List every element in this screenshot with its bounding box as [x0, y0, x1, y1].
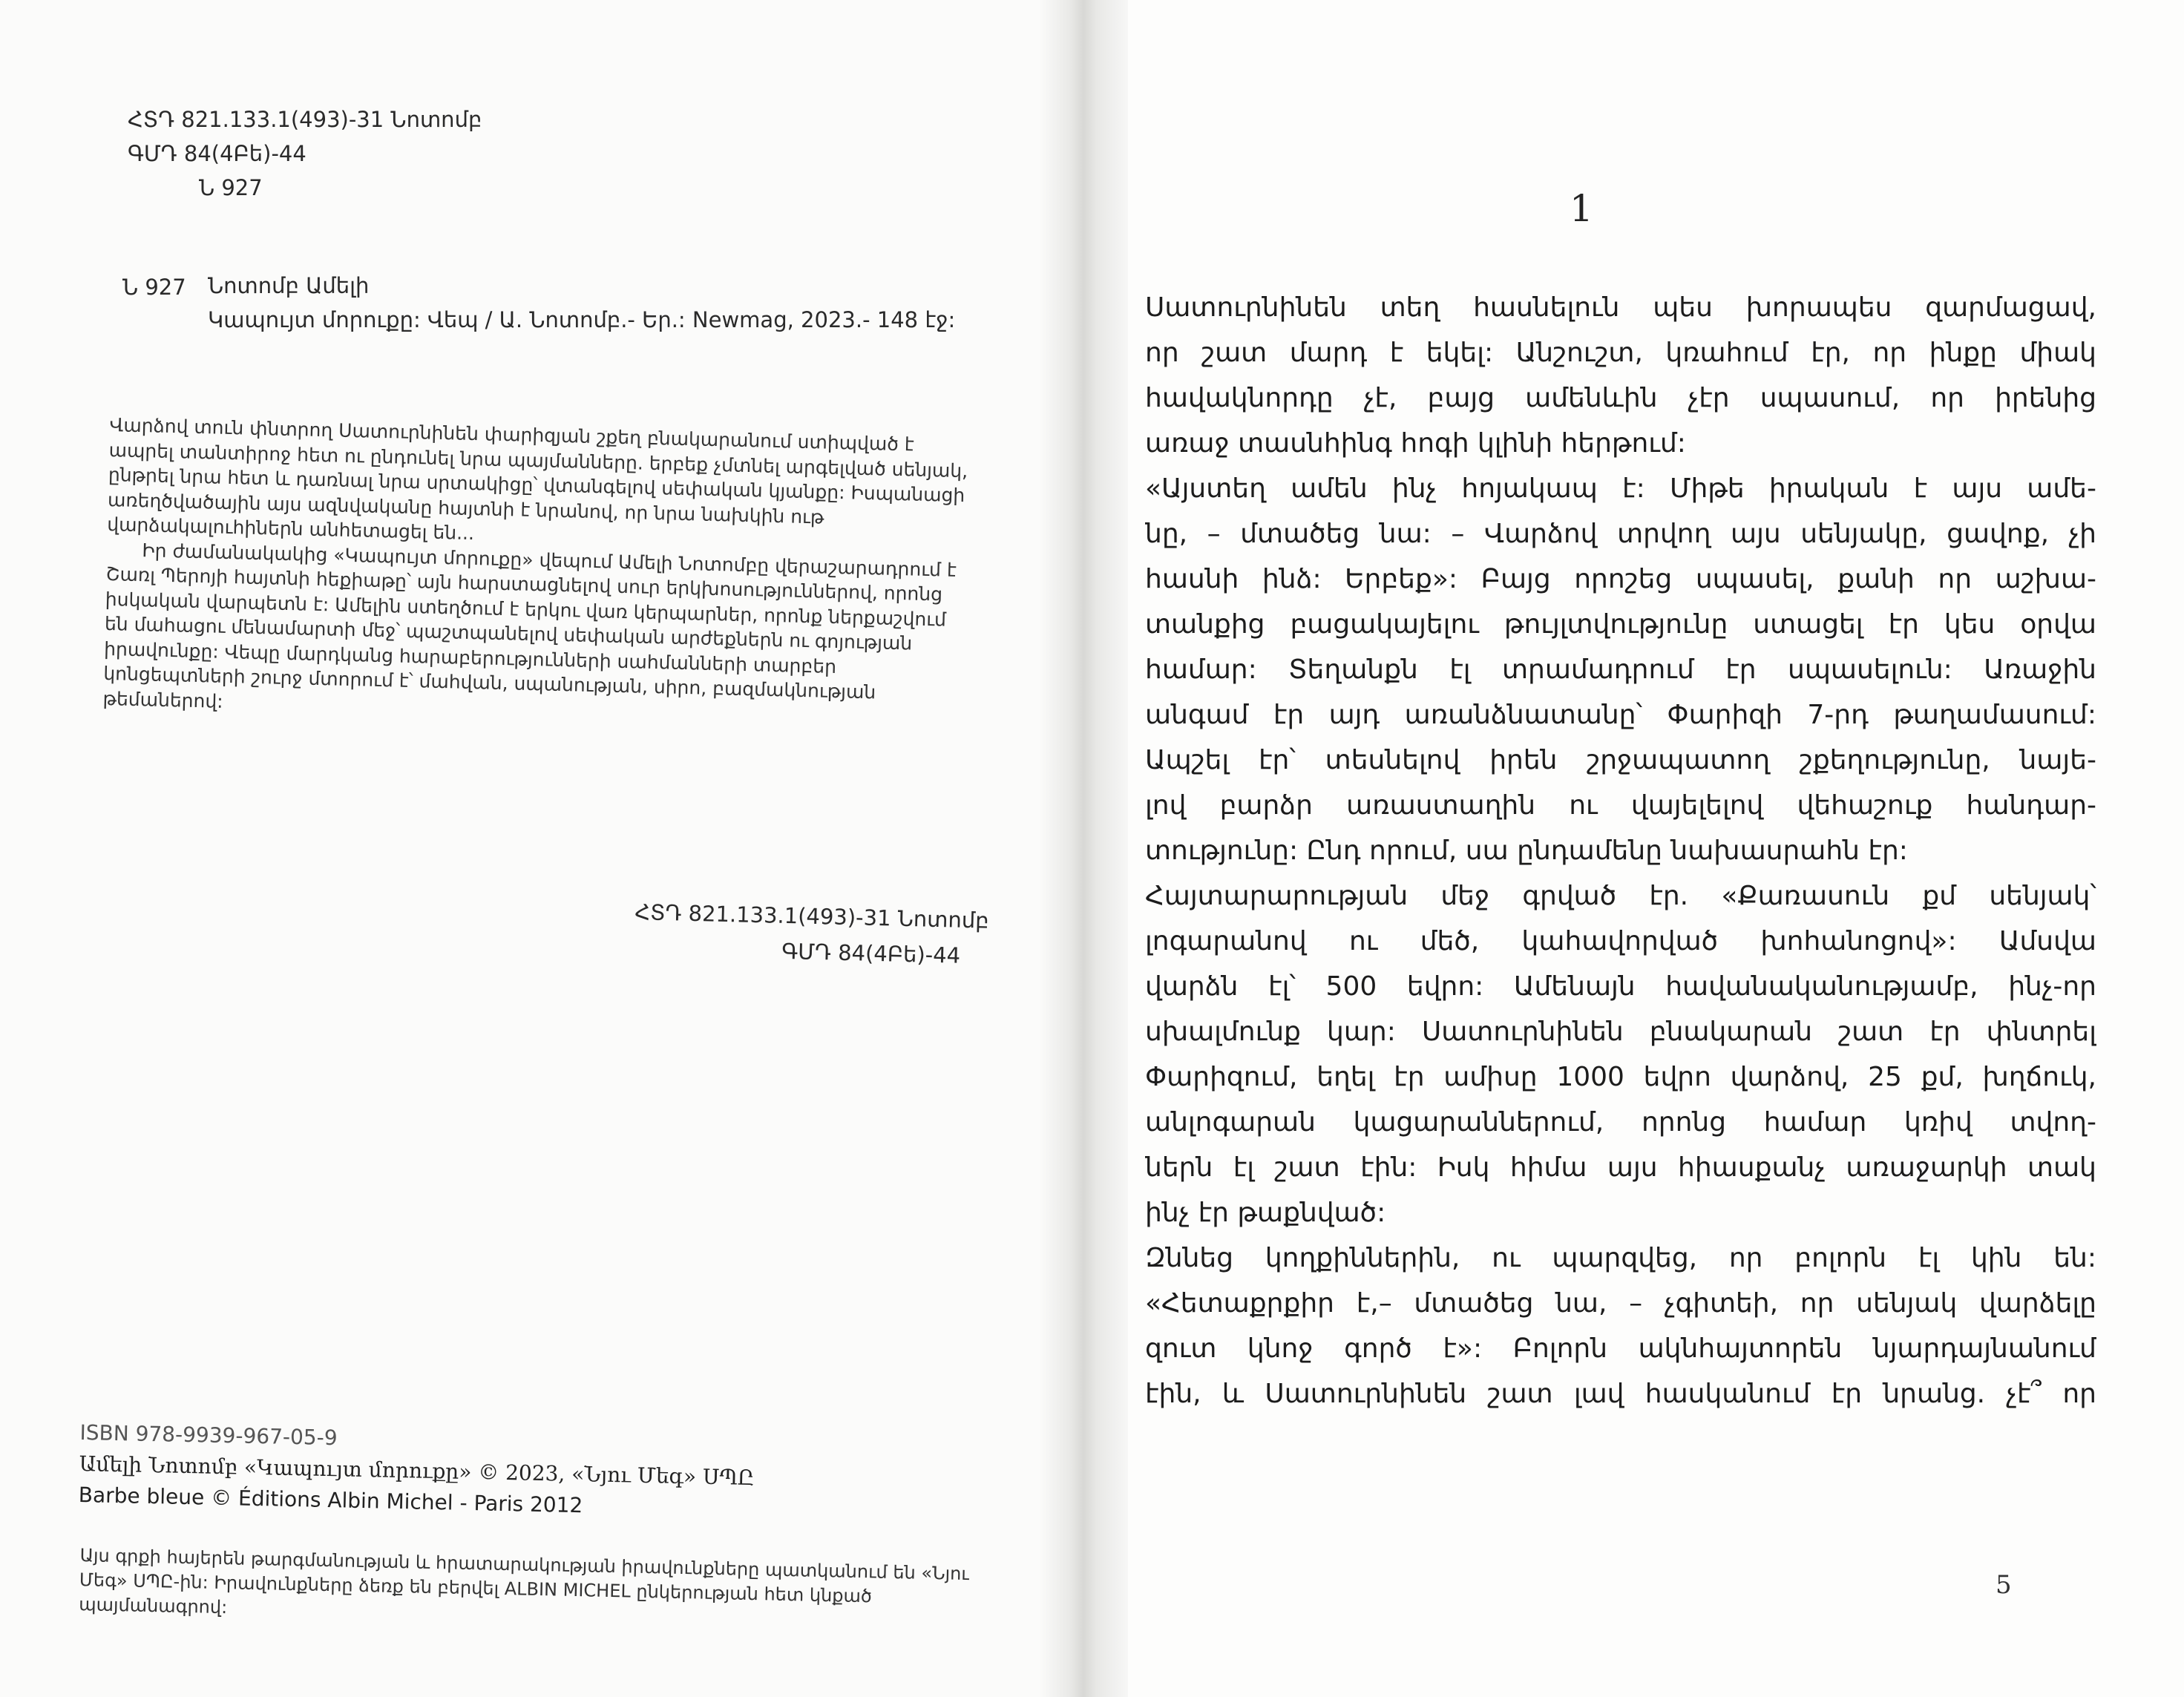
- isbn-copyright-block: [78, 1417, 755, 1525]
- text-line: Հայտարարության մեջ գրված էր. «Քառասուն քմ սենյակ՝: [1145, 881, 2096, 911]
- entry-author: Նոտոմբ Ամելի: [208, 273, 370, 298]
- book-abstract: [102, 413, 970, 732]
- text-line: տությունը: Ընդ որում, սա ընդամենը նախասրահն էր:: [1145, 836, 1908, 866]
- isbn: ISBN 978-9939-967-05-9: [79, 1419, 338, 1451]
- copyright-original: Barbe bleue © Éditions Albin Michel - Paris 2012: [78, 1482, 583, 1518]
- udc-code-bottom: ՀՏԴ 821.133.1(493)-31 Նոտոմբ: [634, 899, 990, 933]
- bibliographic-entry: [208, 269, 955, 337]
- copyright-armenian: Ամելի Նոտոմբ «Կապույտ մորուքը» © 2023, «Նյու Մեգ» ՍՊԸ: [79, 1451, 755, 1491]
- text-line: սխալմունք կար: Սատուրնինեն բնակարան շատ էր փնտրել: [1145, 1017, 2096, 1047]
- text-line: որ շատ մարդ է եկել: Անշուշտ, կռահում էր, որ ինքը միակ: [1145, 338, 2096, 368]
- chapter-body-text: [1145, 285, 2096, 1417]
- rights-notice: [79, 1543, 993, 1636]
- text-line: ներն էլ շատ էին: Իսկ հիմա այս հիասքանչ առաջարկի տակ: [1145, 1152, 2096, 1183]
- udc-code: ՀՏԴ 821.133.1(493)-31 Նոտոմբ: [128, 107, 482, 132]
- book-gutter: [1039, 0, 1128, 1697]
- text-line: լով բարձր առաստաղին ու վայելելով վեհաշուք հանդար-: [1145, 790, 2096, 821]
- entry-author-mark: Ն 927: [122, 275, 186, 300]
- catalog-codes-bottom: [634, 894, 990, 974]
- chapter-number: 1: [1570, 187, 1593, 230]
- bbk-code: ԳՄԴ 84(4Բե)-44: [128, 141, 306, 166]
- text-line: հասնի ինձ: Երբեք»: Բայց որոշեց սպասել, քանի որ աշխա-: [1145, 564, 2096, 594]
- text-line: Զննեց կողքիններին, ու պարզվեց, որ բոլորն էլ կին են:: [1145, 1243, 2096, 1273]
- entry-description: Կապույտ մորուքը: Վեպ / Ա. Նոտոմբ.- Եր.: Newmag, 2023.- 148 էջ:: [208, 307, 956, 332]
- text-line: Ապշել էր՝ տեսնելով իրեն շրջապատող շքեղությունը, նայե-: [1145, 745, 2096, 775]
- text-line: համար: Տեղանքն էլ տրամադրում էր սպասելուն: Առաջին: [1145, 654, 2096, 685]
- text-line: հավակնորդը չէ, բայց ամենևին չէր սպասում, որ իրենից: [1145, 383, 2096, 413]
- catalog-codes-top: [128, 102, 482, 205]
- author-mark: Ն 927: [199, 175, 263, 200]
- text-line: Փարիզում, եղել էր ամիսը 1000 եվրո վարձով, 25 քմ, խղճուկ,: [1145, 1062, 2096, 1092]
- text-line: զուտ կնոջ գործ է»: Բոլորն ակնհայտորեն նյարդայնանում: [1145, 1333, 2096, 1364]
- right-page: [1072, 0, 2184, 1697]
- text-line: «Այստեղ ամեն ինչ հոյակապ է: Միթե իրական է այս ամե-: [1145, 473, 2096, 504]
- bbk-code-bottom: ԳՄԴ 84(4Բե)-44: [781, 938, 961, 968]
- rights-notice-text: Այս գրքի հայերեն թարգմանության և հրատարակության իրավունքները պատկանում են «Նյու Մեգ» ՍՊԸ-ին: Իրավունքները ձեռք են բերվել ALBIN MICHEL ընկերության հետ կնքած պայմանագրով:: [78, 1544, 970, 1618]
- text-line: ինչ էր թաքնված:: [1145, 1198, 1386, 1228]
- text-line: նը, – մտածեց նա: – Վարձով տրվող այս սենյակը, ցավոք, չի: [1145, 519, 2096, 549]
- left-page: [0, 0, 1072, 1697]
- text-line: վարձն էլ՝ 500 եվրո: Ամենայն հավանականությամբ, ինչ-որ: [1145, 971, 2096, 1002]
- text-line: տանքից բացակայելու թույլտվությունը ստացել էր կես օրվա: [1145, 609, 2096, 640]
- text-line: առաջ տասնհինգ հոգի կլինի հերթում:: [1145, 428, 1686, 459]
- text-line: էին, և Սատուրնինեն շատ լավ հասկանում էր նրանց. չէ՞ որ: [1145, 1379, 2096, 1409]
- text-line: «Հետաքրքիր է,– մտածեց նա, – չգիտեի, որ սենյակ վարձելը: [1145, 1288, 2096, 1319]
- text-line: անլոգարան կացարաններում, որոնց համար կռիվ տվող-: [1145, 1107, 2096, 1138]
- text-line: լոգարանով ու մեծ, կահավորված խոհանոցով»: Ամսվա: [1145, 926, 2096, 956]
- abstract-paragraph-1: Վարձով տուն փնտրող Սատուրնինեն փարիզյան շքեղ բնակարանում ստիպված է ապրել տանտիրոջ հետ ու ընդունել նրա պայմանները. երբեք չմտնել արգելված սենյակ, ընթրել նրա հետ և դառնալ նրա սրտակիցը՝ վտանգելով սեփական կյանքը: Իսպանացի առեղծվածային այս ազնվականը հայտնի է նրանով, որ նրա նախկին ութ վարձակալուհիներն անհետացել են...: [106, 413, 968, 545]
- text-line: Սատուրնինեն տեղ հասնելուն պես խորապես զարմացավ,: [1145, 292, 2096, 323]
- abstract-paragraph-2: Իր ժամանակակից «Կապույտ մորուքը» վեպում Ամելի Նոտոմբը վերաշարադրում է Շառլ Պերոյի հայտնի հեքիաթը՝ այն հարստացնելով սուր երկխոսություններով, որոնց իսկական վարպետն է: Ամելին ստեղծում է երկու վառ կերպարներ, որոնք ներքաշվում են մահացու մենամարտի մեջ՝ պաշտպանելով սեփական արժեքներն ու գոյության իրավունքը: Վեպը մարդկանց հարաբերությունների սահմանների տարբեր կոնցեպտների շուրջ մտորում է՝ մահվան, սպանության, սիրո, բազմակնության թեմաներով:: [102, 539, 957, 712]
- text-line: անգամ էր այդ առանձնատանը՝ Փարիզի 7-րդ թաղամասում:: [1145, 700, 2096, 730]
- page-number: 5: [1996, 1570, 2012, 1600]
